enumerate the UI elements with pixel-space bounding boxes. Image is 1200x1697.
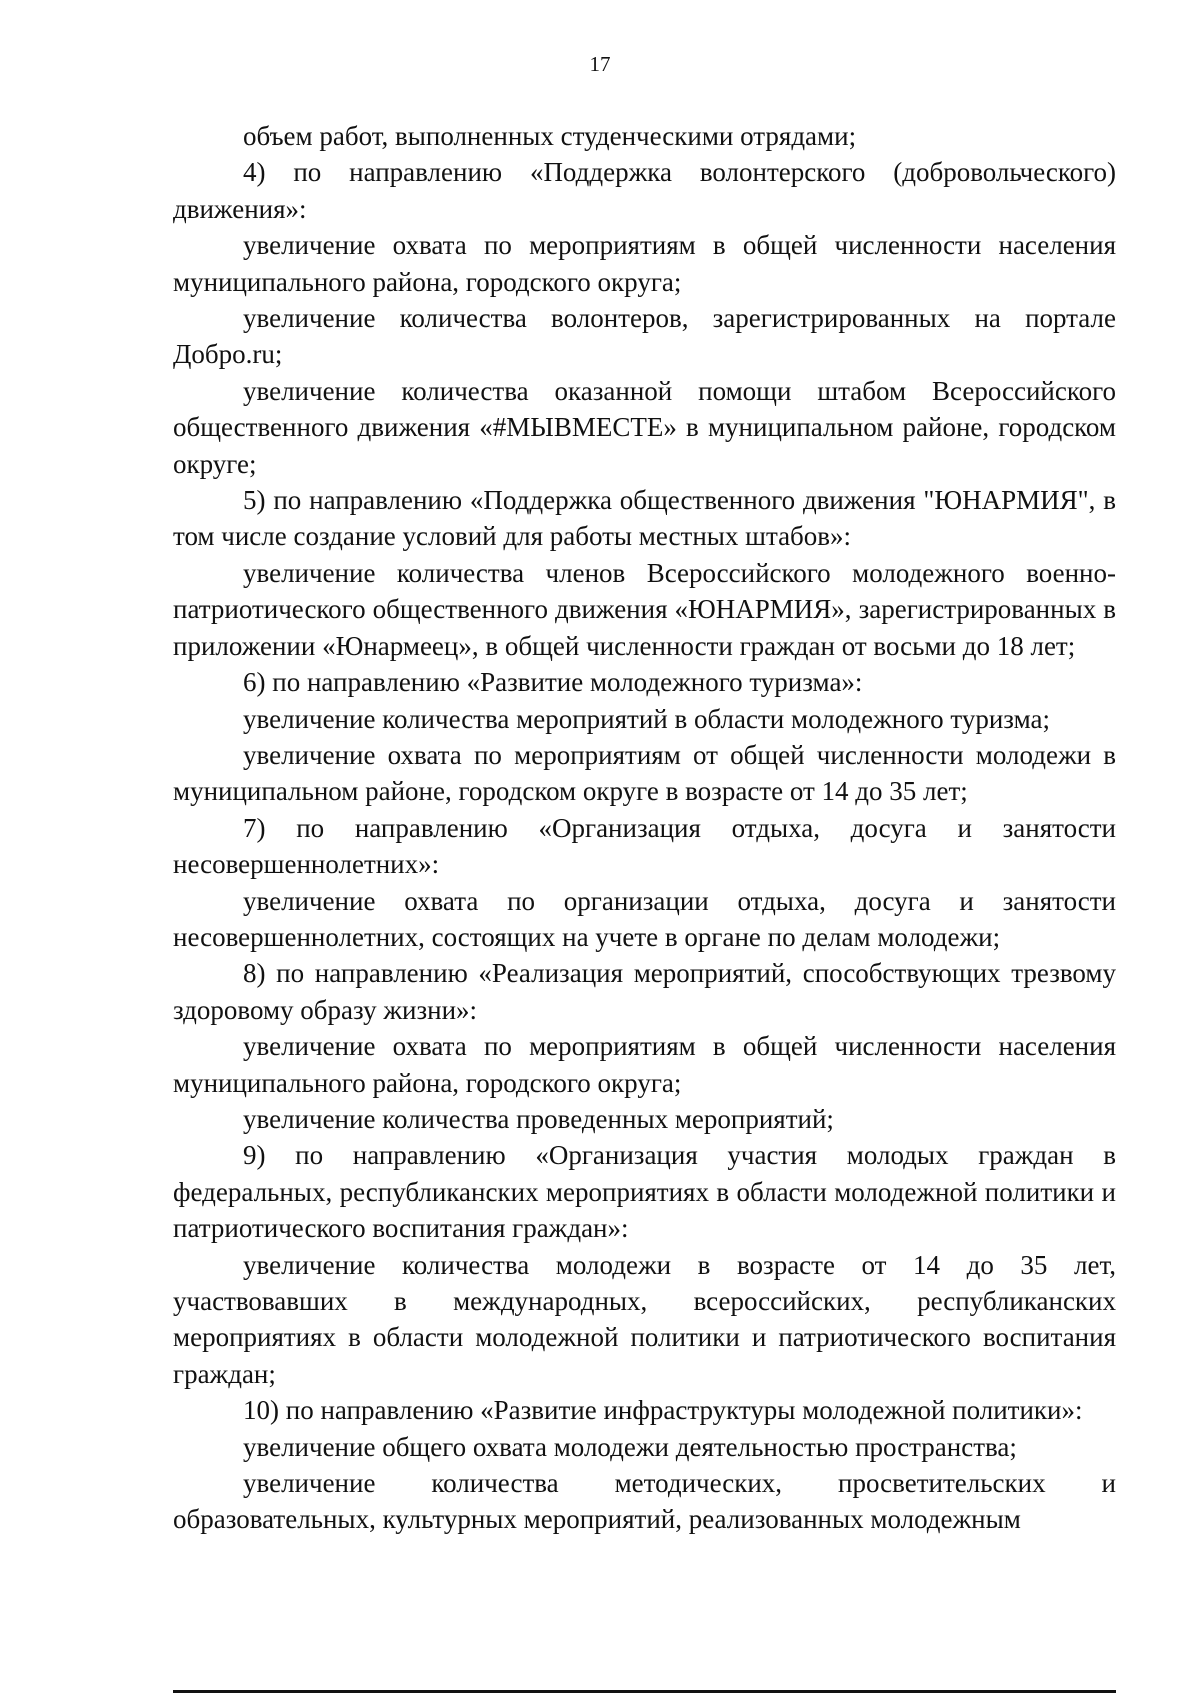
paragraph: 9) по направлению «Организация участия молодых граждан в федеральных, республиканских мероприятиях в области молодежной политики и патриотического воспитания граждан»: bbox=[173, 1140, 1116, 1244]
paragraph: увеличение охвата по мероприятиям в общей численности населения муниципального района, городского округа; bbox=[173, 230, 1116, 297]
paragraph: увеличение количества мероприятий в области молодежного туризма; bbox=[243, 703, 1050, 734]
paragraph: 10) по направлению «Развитие инфраструктуры молодежной политики»: bbox=[243, 1395, 1083, 1426]
paragraph: увеличение общего охвата молодежи деятельностью пространства; bbox=[243, 1431, 1017, 1462]
paragraph: 7) по направлению «Организация отдыха, досуга и занятости несовершеннолетних»: bbox=[173, 812, 1116, 880]
paragraph: увеличение охвата по организации отдыха, досуга и занятости несовершеннолетних, состоящих на учете в органе по делам молодежи; bbox=[173, 885, 1116, 952]
paragraph: 8) по направлению «Реализация мероприятий, способствующих трезвому здоровому образу жизни»: bbox=[173, 958, 1116, 1025]
paragraph: увеличение количества оказанной помощи штабом Всероссийского общественного движения «#МЫВМЕСТЕ» в муниципальном районе, городском округе; bbox=[173, 375, 1116, 479]
paragraph: увеличение количества молодежи в возрасте от 14 до 35 лет, участвовавших в международных, всероссийских, республиканских мероприятиях в области молодежной политики и патриотического воспитания граждан; bbox=[173, 1249, 1116, 1389]
bottom-divider bbox=[173, 1690, 1116, 1693]
paragraph: 6) по направлению «Развитие молодежного туризма»: bbox=[243, 667, 863, 698]
paragraph: увеличение количества проведенных мероприятий; bbox=[243, 1103, 834, 1134]
paragraph: объем работ, выполненных студенческими отрядами; bbox=[243, 121, 857, 151]
paragraph: 4) по направлению «Поддержка волонтерского (добровольческого) движения»: bbox=[173, 157, 1116, 224]
document-body bbox=[173, 118, 1116, 1538]
paragraph: увеличение количества членов Всероссийского молодежного военно-патриотического общественного движения «ЮНАРМИЯ», зарегистрированных в приложении «Юнармеец», в общей численности граждан от восьми до 18 лет; bbox=[173, 557, 1116, 661]
paragraph: увеличение количества методических, просветительских и образовательных, культурных мероприятий, реализованных молодежным bbox=[173, 1468, 1116, 1535]
paragraph: 5) по направлению «Поддержка общественного движения "ЮНАРМИЯ", в том числе создание условий для работы местных штабов»: bbox=[173, 485, 1116, 552]
paragraph: увеличение охвата по мероприятиям от общей численности молодежи в муниципальном районе, городском округе в возрасте от 14 до 35 лет; bbox=[173, 739, 1116, 807]
paragraph: увеличение охвата по мероприятиям в общей численности населения муниципального района, городского округа; bbox=[173, 1031, 1116, 1098]
paragraph: увеличение количества волонтеров, зарегистрированных на портале Добро.ru; bbox=[173, 303, 1116, 370]
page-number: 17 bbox=[589, 52, 611, 76]
